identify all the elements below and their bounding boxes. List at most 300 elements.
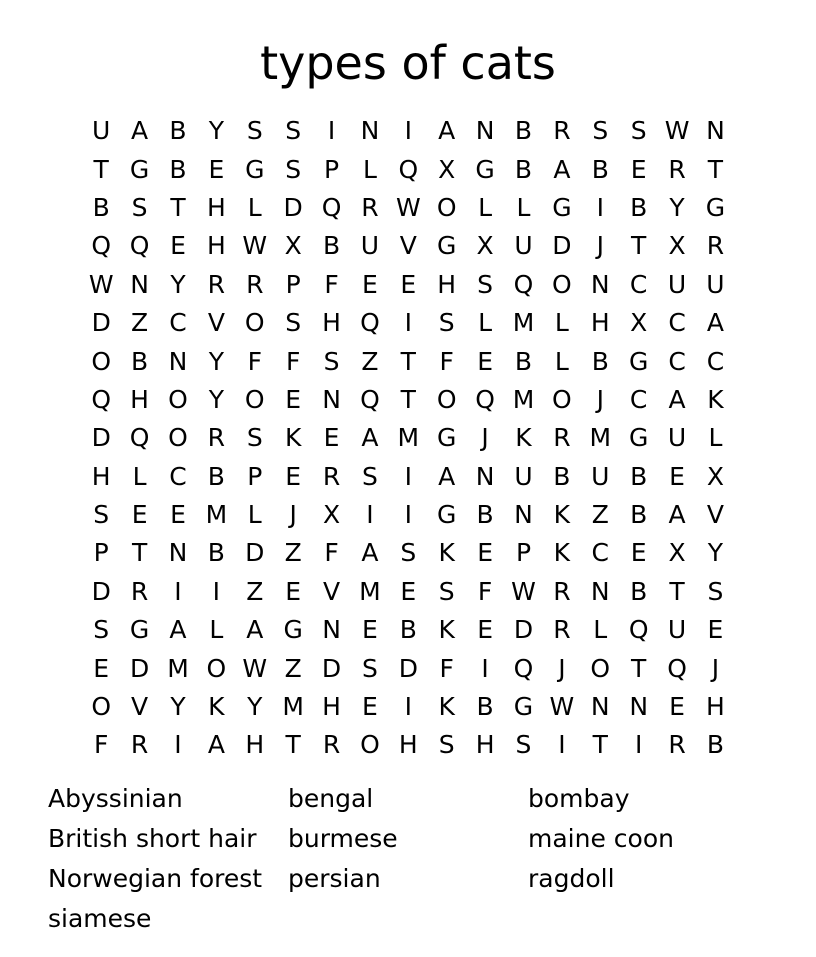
grid-cell[interactable]: T	[170, 192, 186, 222]
grid-cell[interactable]: L	[209, 615, 224, 645]
grid-cell[interactable]: L	[132, 461, 147, 491]
grid-cell[interactable]: T	[592, 730, 608, 760]
grid-cell[interactable]: R	[361, 192, 379, 222]
grid-cell[interactable]: I	[404, 461, 412, 491]
word-list-item: bombay	[528, 784, 630, 813]
grid-cell[interactable]: I	[596, 192, 604, 222]
grid-cell[interactable]: J	[481, 423, 489, 453]
grid-cell[interactable]: D	[398, 653, 418, 683]
grid-cell[interactable]: E	[400, 269, 417, 299]
grid-cell[interactable]: Q	[513, 269, 534, 299]
grid-cell[interactable]: X	[668, 231, 686, 261]
grid-cell[interactable]: O	[168, 423, 188, 453]
grid-cell[interactable]: R	[553, 423, 571, 453]
grid-cell[interactable]: Q	[513, 653, 534, 683]
grid-cell[interactable]: U	[514, 461, 533, 491]
grid-cell[interactable]: F	[94, 730, 109, 760]
grid-cell[interactable]: R	[246, 269, 264, 299]
grid-cell[interactable]: C	[668, 346, 686, 376]
grid-cell[interactable]: K	[438, 692, 455, 722]
grid-cell[interactable]: U	[514, 231, 533, 261]
grid-cell[interactable]: Z	[284, 653, 302, 683]
grid-cell[interactable]: Q	[628, 615, 649, 645]
grid-cell[interactable]: S	[131, 192, 148, 222]
grid-cell[interactable]: E	[323, 423, 340, 453]
grid-cell[interactable]: J	[558, 653, 566, 683]
grid-cell[interactable]: D	[513, 615, 534, 645]
grid-cell[interactable]: B	[591, 154, 609, 184]
grid-cell[interactable]: X	[322, 500, 341, 530]
grid-cell[interactable]: M	[167, 653, 189, 683]
grid-cell[interactable]: S	[361, 653, 378, 683]
grid-cell[interactable]: B	[591, 346, 609, 376]
grid-cell[interactable]: Q	[91, 231, 112, 261]
grid-cell[interactable]: T	[631, 231, 647, 261]
grid-row	[82, 304, 735, 342]
grid-cell[interactable]: D	[91, 576, 111, 606]
grid-cell[interactable]: G	[437, 231, 457, 261]
grid-cell[interactable]: L	[247, 192, 262, 222]
grid-cell[interactable]: U	[92, 116, 111, 146]
grid-cell[interactable]: D	[91, 423, 111, 453]
grid-cell[interactable]: R	[322, 730, 341, 760]
grid-cell[interactable]: N	[514, 500, 533, 530]
grid-cell[interactable]: A	[668, 500, 686, 530]
grid-cell[interactable]: B	[131, 346, 149, 376]
grid-cell[interactable]: B	[706, 730, 725, 760]
grid-cell[interactable]: U	[360, 231, 380, 261]
grid-cell[interactable]: I	[212, 576, 221, 606]
grid-cell[interactable]: O	[244, 308, 265, 338]
grid-cell[interactable]: N	[590, 692, 610, 722]
grid-cell[interactable]: N	[706, 116, 725, 146]
grid-cell[interactable]: I	[558, 730, 566, 760]
grid-cell[interactable]: P	[93, 538, 109, 568]
grid-cell[interactable]: B	[630, 576, 648, 606]
grid-cell[interactable]: T	[400, 384, 416, 414]
grid-cell[interactable]: V	[131, 692, 149, 722]
grid-cell[interactable]: L	[554, 346, 569, 376]
grid-cell[interactable]: D	[321, 653, 342, 683]
grid-cell[interactable]: H	[91, 461, 111, 491]
grid-cell[interactable]: B	[207, 538, 225, 568]
grid-cell[interactable]: S	[246, 423, 263, 453]
grid-cell[interactable]: E	[400, 576, 417, 606]
grid-cell[interactable]: F	[247, 346, 262, 376]
grid-cell[interactable]: M	[512, 308, 535, 338]
grid-cell[interactable]: Q	[91, 384, 112, 414]
grid-cell[interactable]: O	[436, 192, 457, 222]
grid-cell[interactable]: B	[630, 192, 648, 222]
grid-row	[82, 458, 735, 496]
grid-cell[interactable]: B	[92, 192, 110, 222]
letter-grid	[82, 112, 735, 765]
grid-cell[interactable]: I	[404, 116, 412, 146]
grid-cell[interactable]: A	[246, 615, 264, 645]
grid-cell[interactable]: N	[322, 384, 341, 414]
grid-cell[interactable]: E	[170, 231, 186, 261]
grid-cell[interactable]: C	[629, 384, 648, 414]
grid-cell[interactable]: T	[93, 154, 109, 184]
grid-cell[interactable]: N	[322, 615, 341, 645]
grid-cell[interactable]: X	[630, 308, 648, 338]
grid-cell[interactable]: I	[634, 730, 643, 760]
grid-cell[interactable]: G	[628, 346, 649, 376]
grid-cell[interactable]: A	[131, 116, 149, 146]
grid-cell[interactable]: Y	[208, 384, 224, 414]
grid-cell[interactable]: H	[590, 308, 610, 338]
grid-cell[interactable]: B	[169, 154, 187, 184]
grid-cell[interactable]: P	[247, 461, 263, 491]
grid-cell[interactable]: H	[130, 384, 149, 414]
word-list-item: maine coon	[528, 824, 674, 853]
grid-cell[interactable]: S	[438, 730, 455, 760]
grid-cell[interactable]: D	[129, 653, 150, 683]
grid-cell[interactable]: D	[552, 231, 572, 261]
grid-cell[interactable]: W	[549, 692, 575, 722]
grid-cell[interactable]: S	[477, 269, 494, 299]
grid-cell[interactable]: S	[707, 576, 724, 606]
grid-cell[interactable]: V	[706, 500, 724, 530]
grid-cell[interactable]: H	[206, 192, 226, 222]
grid-cell[interactable]: S	[592, 116, 609, 146]
grid-cell[interactable]: N	[590, 576, 610, 606]
grid-row	[82, 381, 735, 419]
grid-cell[interactable]: U	[667, 269, 687, 299]
grid-cell[interactable]: E	[131, 500, 148, 530]
grid-cell[interactable]: G	[513, 692, 534, 722]
grid-cell[interactable]: Z	[131, 308, 149, 338]
grid-cell[interactable]: Q	[129, 231, 150, 261]
grid-cell[interactable]: B	[476, 692, 494, 722]
grid-cell[interactable]: O	[552, 384, 572, 414]
grid-cell[interactable]: X	[438, 154, 456, 184]
grid-cell[interactable]: T	[631, 653, 647, 683]
grid-cell[interactable]: G	[705, 192, 726, 222]
grid-cell[interactable]: L	[554, 308, 569, 338]
grid-cell[interactable]: B	[514, 346, 533, 376]
grid-cell[interactable]: R	[322, 461, 341, 491]
grid-cell[interactable]: F	[324, 538, 339, 568]
grid-cell[interactable]: S	[246, 116, 263, 146]
grid-cell[interactable]: O	[436, 384, 457, 414]
grid-cell[interactable]: V	[207, 308, 225, 338]
grid-cell[interactable]: S	[361, 461, 378, 491]
grid-cell[interactable]: N	[590, 269, 610, 299]
grid-cell[interactable]: S	[400, 538, 417, 568]
grid-cell[interactable]: R	[706, 231, 725, 261]
grid-cell[interactable]: Y	[247, 692, 263, 722]
grid-cell[interactable]: R	[130, 730, 149, 760]
grid-cell[interactable]: E	[362, 615, 378, 645]
grid-cell[interactable]: E	[630, 154, 647, 184]
grid-cell[interactable]: G	[245, 154, 265, 184]
grid-cell[interactable]: E	[208, 154, 225, 184]
grid-cell[interactable]: G	[129, 615, 150, 645]
grid-row	[82, 496, 735, 534]
grid-cell[interactable]: E	[285, 461, 302, 491]
grid-cell[interactable]: H	[706, 692, 725, 722]
grid-cell[interactable]: R	[553, 615, 571, 645]
grid-cell[interactable]: C	[169, 461, 187, 491]
grid-cell[interactable]: O	[91, 346, 112, 376]
grid-cell[interactable]: Q	[398, 154, 419, 184]
grid-cell[interactable]: N	[360, 116, 380, 146]
grid-cell[interactable]: B	[207, 461, 225, 491]
word-list-item: siamese	[48, 904, 152, 933]
grid-cell[interactable]: S	[630, 116, 647, 146]
grid-cell[interactable]: M	[397, 423, 420, 453]
grid-cell[interactable]: R	[207, 269, 226, 299]
grid-cell[interactable]: U	[591, 461, 610, 491]
grid-cell[interactable]: S	[285, 116, 302, 146]
grid-cell[interactable]: Y	[669, 192, 685, 222]
grid-cell[interactable]: E	[362, 269, 378, 299]
grid-cell[interactable]: N	[168, 538, 188, 568]
grid-cell[interactable]: E	[93, 653, 110, 683]
grid-cell[interactable]: I	[174, 730, 182, 760]
grid-cell[interactable]: O	[168, 384, 188, 414]
grid-cell[interactable]: T	[285, 730, 301, 760]
grid-cell[interactable]: W	[664, 116, 690, 146]
grid-cell[interactable]: I	[327, 116, 336, 146]
grid-cell[interactable]: C	[668, 308, 686, 338]
grid-cell[interactable]: B	[322, 231, 341, 261]
grid-cell[interactable]: O	[590, 653, 611, 683]
grid-cell[interactable]: E	[362, 692, 378, 722]
grid-cell[interactable]: S	[323, 346, 340, 376]
grid-cell[interactable]: B	[553, 461, 571, 491]
grid-cell[interactable]: E	[669, 461, 685, 491]
grid-cell[interactable]: A	[668, 384, 686, 414]
grid-cell[interactable]: L	[247, 500, 262, 530]
grid-cell[interactable]: N	[475, 116, 495, 146]
grid-cell[interactable]: T	[669, 576, 685, 606]
grid-cell[interactable]: B	[514, 116, 533, 146]
grid-cell[interactable]: X	[668, 538, 686, 568]
grid-cell[interactable]: M	[205, 500, 228, 530]
grid-cell[interactable]: C	[706, 346, 725, 376]
grid-cell[interactable]: W	[242, 231, 268, 261]
grid-cell[interactable]: C	[591, 538, 609, 568]
grid-cell[interactable]: Q	[475, 384, 495, 414]
grid-cell[interactable]: N	[629, 692, 649, 722]
grid-cell[interactable]: U	[667, 615, 687, 645]
grid-cell[interactable]: M	[512, 384, 535, 414]
grid-cell[interactable]: I	[404, 692, 412, 722]
grid-cell[interactable]: K	[208, 692, 225, 722]
grid-cell[interactable]: O	[206, 653, 227, 683]
grid-cell[interactable]: O	[360, 730, 380, 760]
grid-cell[interactable]: Y	[208, 116, 224, 146]
grid-cell[interactable]: R	[207, 423, 226, 453]
grid-cell[interactable]: L	[362, 154, 377, 184]
grid-cell[interactable]: V	[399, 231, 417, 261]
grid-cell[interactable]: C	[629, 269, 648, 299]
grid-cell[interactable]: U	[667, 423, 687, 453]
grid-cell[interactable]: Y	[170, 692, 186, 722]
grid-cell[interactable]: J	[711, 653, 720, 683]
grid-cell[interactable]: C	[169, 308, 187, 338]
grid-cell[interactable]: G	[437, 500, 457, 530]
grid-cell[interactable]: K	[515, 423, 532, 453]
grid-cell[interactable]: L	[478, 308, 493, 338]
grid-cell[interactable]: B	[514, 154, 533, 184]
grid-cell[interactable]: S	[93, 500, 110, 530]
grid-cell[interactable]: A	[207, 730, 225, 760]
grid-cell[interactable]: B	[476, 500, 494, 530]
grid-cell[interactable]: X	[476, 231, 494, 261]
grid-cell[interactable]: G	[129, 154, 150, 184]
grid-cell[interactable]: K	[553, 538, 571, 568]
grid-cell[interactable]: B	[630, 461, 648, 491]
grid-cell[interactable]: M	[282, 692, 304, 722]
grid-row	[82, 534, 735, 572]
grid-cell[interactable]: L	[593, 615, 608, 645]
grid-cell[interactable]: M	[359, 576, 381, 606]
grid-cell[interactable]: Z	[591, 500, 609, 530]
grid-cell[interactable]: I	[481, 653, 489, 683]
grid-cell[interactable]: G	[437, 423, 457, 453]
grid-cell[interactable]: G	[628, 423, 649, 453]
grid-cell[interactable]: Q	[667, 653, 687, 683]
grid-cell[interactable]: S	[285, 308, 302, 338]
grid-cell[interactable]: R	[668, 154, 686, 184]
grid-cell[interactable]: P	[324, 154, 340, 184]
grid-cell[interactable]: T	[400, 346, 416, 376]
grid-cell[interactable]: E	[477, 538, 493, 568]
grid-cell[interactable]: S	[93, 615, 110, 645]
grid-cell[interactable]: Y	[208, 346, 224, 376]
grid-cell[interactable]: O	[244, 384, 265, 414]
grid-cell[interactable]: O	[552, 269, 572, 299]
grid-cell[interactable]: R	[553, 576, 571, 606]
grid-cell[interactable]: F	[285, 346, 301, 376]
grid-cell[interactable]: A	[169, 615, 187, 645]
grid-cell[interactable]: K	[553, 500, 571, 530]
grid-cell[interactable]: W	[88, 269, 114, 299]
grid-row	[82, 342, 735, 380]
grid-cell[interactable]: D	[91, 308, 111, 338]
grid-cell[interactable]: Q	[360, 308, 380, 338]
grid-cell[interactable]: N	[475, 461, 495, 491]
grid-cell[interactable]: W	[242, 653, 268, 683]
grid-cell[interactable]: L	[516, 192, 531, 222]
grid-cell[interactable]: E	[477, 346, 493, 376]
grid-cell[interactable]: E	[285, 576, 302, 606]
grid-cell[interactable]: S	[438, 576, 455, 606]
grid-cell[interactable]: X	[706, 461, 725, 491]
grid-cell[interactable]: K	[284, 423, 302, 453]
grid-cell[interactable]: F	[324, 269, 339, 299]
grid-cell[interactable]: A	[553, 154, 571, 184]
grid-cell[interactable]: D	[283, 192, 303, 222]
grid-cell[interactable]: R	[668, 730, 686, 760]
grid-cell[interactable]: R	[553, 116, 571, 146]
grid-cell[interactable]: H	[322, 692, 341, 722]
grid-cell[interactable]: H	[437, 269, 457, 299]
grid-cell[interactable]: B	[169, 116, 187, 146]
grid-cell[interactable]: A	[361, 423, 379, 453]
grid-cell[interactable]: E	[170, 500, 186, 530]
grid-cell[interactable]: B	[630, 500, 648, 530]
grid-cell[interactable]: H	[475, 730, 495, 760]
grid-cell[interactable]: G	[283, 615, 303, 645]
grid-cell[interactable]: K	[438, 615, 455, 645]
grid-cell[interactable]: H	[322, 308, 341, 338]
grid-cell[interactable]: I	[174, 576, 182, 606]
grid-cell[interactable]: E	[477, 615, 493, 645]
grid-cell[interactable]: A	[706, 308, 724, 338]
grid-cell[interactable]: Z	[361, 346, 379, 376]
grid-cell[interactable]: F	[477, 576, 493, 606]
grid-cell[interactable]: G	[552, 192, 572, 222]
grid-cell[interactable]: P	[515, 538, 532, 568]
grid-cell[interactable]: H	[398, 730, 418, 760]
grid-cell[interactable]: Q	[360, 384, 380, 414]
grid-row	[82, 189, 735, 227]
grid-cell[interactable]: L	[708, 423, 723, 453]
grid-cell[interactable]: H	[206, 231, 226, 261]
grid-cell[interactable]: Q	[129, 423, 150, 453]
grid-cell[interactable]: W	[395, 192, 421, 222]
grid-cell[interactable]: A	[361, 538, 379, 568]
grid-cell[interactable]: Y	[707, 538, 724, 568]
grid-cell[interactable]: I	[404, 308, 412, 338]
grid-cell[interactable]: E	[285, 384, 302, 414]
grid-cell[interactable]: E	[669, 692, 685, 722]
grid-cell[interactable]: W	[511, 576, 536, 606]
grid-cell[interactable]: O	[91, 692, 112, 722]
grid-cell[interactable]: T	[707, 154, 724, 184]
grid-cell[interactable]: D	[245, 538, 265, 568]
grid-cell[interactable]: Z	[284, 538, 302, 568]
grid-cell[interactable]: H	[245, 730, 265, 760]
grid-cell[interactable]: P	[285, 269, 301, 299]
grid-cell[interactable]: J	[596, 384, 604, 414]
grid-cell[interactable]: Z	[246, 576, 264, 606]
grid-cell[interactable]: N	[130, 269, 149, 299]
grid-cell[interactable]: V	[322, 576, 341, 606]
grid-cell[interactable]: Y	[170, 269, 186, 299]
grid-cell[interactable]: N	[168, 346, 188, 376]
grid-cell[interactable]: I	[366, 500, 374, 530]
grid-cell[interactable]: B	[399, 615, 417, 645]
grid-cell[interactable]: A	[438, 461, 456, 491]
grid-cell[interactable]: S	[285, 154, 302, 184]
grid-cell[interactable]: X	[284, 231, 302, 261]
grid-cell[interactable]: S	[438, 308, 455, 338]
grid-cell[interactable]: T	[131, 538, 148, 568]
grid-cell[interactable]: M	[589, 423, 612, 453]
grid-cell[interactable]: Q	[321, 192, 342, 222]
grid-cell[interactable]: S	[515, 730, 532, 760]
grid-cell[interactable]: E	[630, 538, 647, 568]
grid-cell[interactable]: L	[478, 192, 493, 222]
grid-cell[interactable]: G	[475, 154, 495, 184]
grid-cell[interactable]: J	[596, 231, 604, 261]
grid-cell[interactable]: R	[130, 576, 149, 606]
grid-cell[interactable]: F	[439, 346, 454, 376]
grid-cell[interactable]: J	[289, 500, 297, 530]
grid-cell[interactable]: U	[706, 269, 725, 299]
grid-cell[interactable]: E	[707, 615, 724, 645]
grid-cell[interactable]: I	[404, 500, 412, 530]
grid-cell[interactable]: F	[439, 653, 454, 683]
grid-cell[interactable]: K	[707, 384, 724, 414]
grid-cell[interactable]: K	[438, 538, 455, 568]
grid-cell[interactable]: A	[438, 116, 456, 146]
